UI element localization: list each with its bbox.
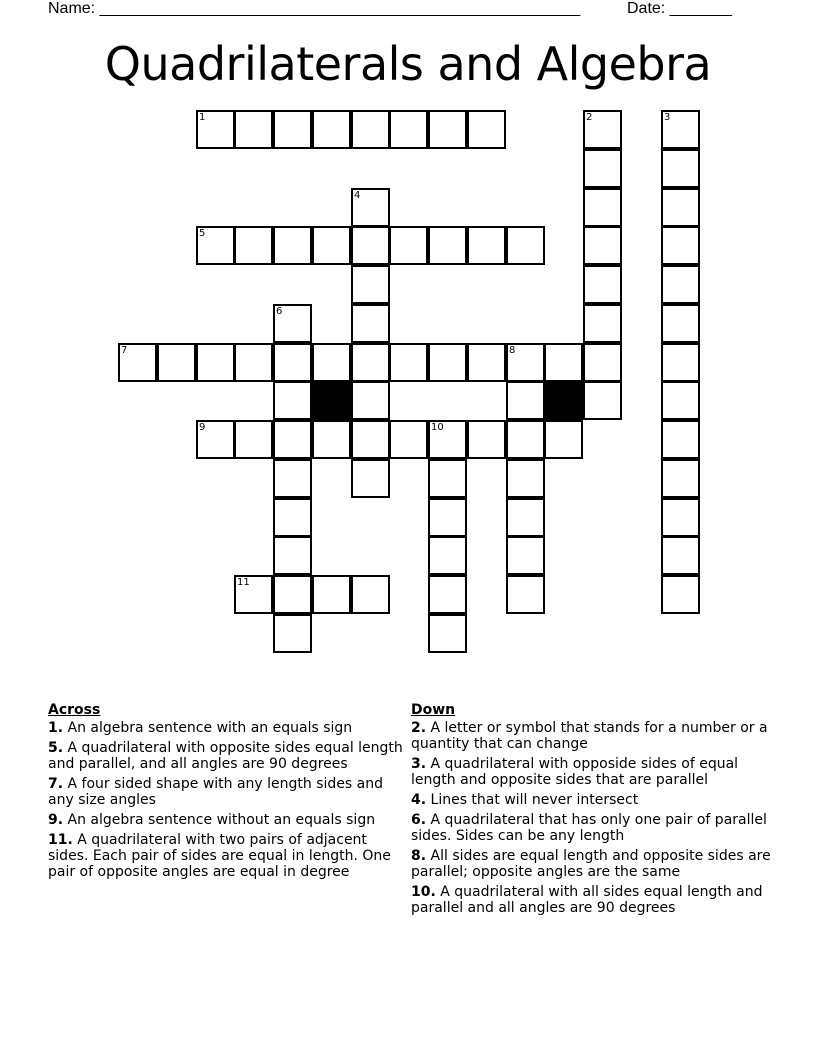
clue-across-11 [48, 832, 406, 880]
grid-cell[interactable] [428, 459, 467, 498]
grid-cell[interactable] [234, 110, 273, 149]
grid-cell[interactable] [389, 420, 428, 459]
clue-text: An algebra sentence without an equals sign [63, 812, 376, 828]
grid-cell[interactable] [583, 226, 622, 265]
grid-cell[interactable] [583, 149, 622, 188]
grid-cell[interactable] [234, 343, 273, 382]
grid-cell[interactable] [312, 343, 351, 382]
grid-cell[interactable] [273, 459, 312, 498]
clue-across-5 [48, 740, 406, 772]
grid-cell[interactable] [273, 110, 312, 149]
grid-cell[interactable] [351, 459, 390, 498]
grid-cell[interactable] [506, 575, 545, 614]
grid-cell[interactable] [273, 226, 312, 265]
grid-cell[interactable] [118, 343, 157, 382]
clue-number: 6. [411, 812, 427, 828]
grid-cell[interactable] [196, 343, 235, 382]
grid-block [544, 381, 583, 420]
grid-cell[interactable] [351, 381, 390, 420]
across-clues [48, 702, 406, 884]
cell-number: 4 [354, 190, 361, 201]
grid-cell[interactable] [351, 304, 390, 343]
cell-number: 2 [586, 112, 593, 123]
clue-down-4 [411, 792, 771, 808]
grid-cell[interactable] [661, 110, 700, 149]
grid-cell[interactable] [661, 536, 700, 575]
grid-cell[interactable] [583, 304, 622, 343]
cell-number: 7 [121, 345, 128, 356]
puzzle-title: Quadrilaterals and Algebra [104, 37, 712, 91]
cell-number: 10 [431, 422, 444, 433]
down-heading: Down [411, 702, 456, 718]
clue-number: 5. [48, 740, 64, 756]
grid-cell[interactable] [506, 420, 545, 459]
clue-number: 10. [411, 884, 436, 900]
grid-cell[interactable] [467, 343, 506, 382]
grid-cell[interactable] [196, 110, 235, 149]
clue-down-8 [411, 848, 771, 880]
grid-cell[interactable] [196, 420, 235, 459]
grid-cell[interactable] [583, 265, 622, 304]
grid-cell[interactable] [312, 110, 351, 149]
grid-cell[interactable] [661, 498, 700, 537]
grid-cell[interactable] [506, 536, 545, 575]
grid-cell[interactable] [428, 498, 467, 537]
clue-number: 8. [411, 848, 427, 864]
grid-cell[interactable] [273, 536, 312, 575]
grid-cell[interactable] [544, 420, 583, 459]
clue-down-6 [411, 812, 771, 844]
grid-cell[interactable] [389, 110, 428, 149]
grid-cell[interactable] [157, 343, 196, 382]
cell-number: 5 [199, 228, 206, 239]
clue-down-2 [411, 720, 771, 752]
grid-cell[interactable] [661, 343, 700, 382]
grid-cell[interactable] [506, 459, 545, 498]
grid-cell[interactable] [428, 110, 467, 149]
grid-cell[interactable] [428, 343, 467, 382]
grid-cell[interactable] [234, 420, 273, 459]
grid-cell[interactable] [351, 110, 390, 149]
grid-block [312, 381, 351, 420]
grid-cell[interactable] [467, 110, 506, 149]
clue-text: All sides are equal length and opposite sides are parallel; opposite angles are the same [411, 848, 771, 880]
grid-cell[interactable] [661, 459, 700, 498]
grid-cell[interactable] [351, 575, 390, 614]
clue-number: 4. [411, 792, 427, 808]
clue-number: 2. [411, 720, 427, 736]
clue-number: 9. [48, 812, 64, 828]
down-clues [411, 702, 771, 920]
grid-cell[interactable] [351, 343, 390, 382]
cell-number: 6 [276, 306, 283, 317]
grid-cell[interactable] [312, 575, 351, 614]
grid-cell[interactable] [273, 343, 312, 382]
grid-cell[interactable] [661, 381, 700, 420]
grid-cell[interactable] [389, 343, 428, 382]
grid-cell[interactable] [428, 420, 467, 459]
clue-text: An algebra sentence with an equals sign [63, 720, 353, 736]
grid-cell[interactable] [661, 575, 700, 614]
grid-cell[interactable] [351, 226, 390, 265]
grid-cell[interactable] [351, 188, 390, 227]
grid-cell[interactable] [544, 343, 583, 382]
grid-cell[interactable] [661, 304, 700, 343]
date-field-label: Date: _______ [627, 0, 732, 17]
grid-cell[interactable] [661, 149, 700, 188]
clue-text: A quadrilateral that has only one pair of parallel sides. Sides can be any length [411, 812, 767, 844]
clue-text: A quadrilateral with opposide sides of equal length and opposite sides that are parallel [411, 756, 739, 788]
clue-down-3 [411, 756, 771, 788]
grid-cell[interactable] [661, 188, 700, 227]
grid-cell[interactable] [428, 575, 467, 614]
grid-cell[interactable] [661, 420, 700, 459]
clue-number: 11. [48, 832, 73, 848]
grid-cell[interactable] [273, 498, 312, 537]
grid-cell[interactable] [312, 420, 351, 459]
grid-cell[interactable] [467, 226, 506, 265]
grid-cell[interactable] [583, 188, 622, 227]
clue-text: A quadrilateral with two pairs of adjacent sides. Each pair of sides are equal in length. One pair of opposite angles are equal in degree [48, 832, 391, 880]
grid-cell[interactable] [506, 343, 545, 382]
grid-cell[interactable] [273, 420, 312, 459]
cell-number: 8 [509, 345, 516, 356]
clue-text: Lines that will never intersect [426, 792, 639, 808]
grid-cell[interactable] [661, 265, 700, 304]
grid-cell[interactable] [506, 381, 545, 420]
grid-cell[interactable] [196, 226, 235, 265]
grid-cell[interactable] [351, 265, 390, 304]
grid-cell[interactable] [583, 343, 622, 382]
clue-text: A letter or symbol that stands for a number or a quantity that can change [411, 720, 768, 752]
grid-cell[interactable] [583, 381, 622, 420]
cell-number: 11 [237, 577, 250, 588]
grid-cell[interactable] [467, 420, 506, 459]
grid-cell[interactable] [661, 226, 700, 265]
clue-text: A quadrilateral with all sides equal length and parallel and all angles are 90 degrees [411, 884, 763, 916]
grid-cell[interactable] [583, 110, 622, 149]
clue-across-1 [48, 720, 406, 736]
grid-cell[interactable] [234, 575, 273, 614]
cell-number: 1 [199, 112, 206, 123]
grid-cell[interactable] [428, 536, 467, 575]
grid-cell[interactable] [389, 226, 428, 265]
clue-number: 3. [411, 756, 427, 772]
clue-across-7 [48, 776, 406, 808]
grid-cell[interactable] [351, 420, 390, 459]
grid-cell[interactable] [273, 381, 312, 420]
grid-cell[interactable] [312, 226, 351, 265]
clue-across-9 [48, 812, 406, 828]
grid-cell[interactable] [273, 575, 312, 614]
grid-cell[interactable] [506, 226, 545, 265]
cell-number: 3 [664, 112, 671, 123]
grid-cell[interactable] [273, 614, 312, 653]
across-heading: Across [48, 702, 101, 718]
name-field-label: Name: ______________________________________________________ [48, 0, 581, 17]
grid-cell[interactable] [506, 498, 545, 537]
clue-number: 7. [48, 776, 64, 792]
cell-number: 9 [199, 422, 206, 433]
grid-cell[interactable] [428, 226, 467, 265]
clue-text: A four sided shape with any length sides and any size angles [48, 776, 384, 808]
clue-number: 1. [48, 720, 64, 736]
clue-text: A quadrilateral with opposite sides equal length and parallel, and all angles are 90 degrees [48, 740, 403, 772]
grid-cell[interactable] [428, 614, 467, 653]
grid-cell[interactable] [234, 226, 273, 265]
clue-down-10 [411, 884, 771, 916]
grid-cell[interactable] [273, 304, 312, 343]
